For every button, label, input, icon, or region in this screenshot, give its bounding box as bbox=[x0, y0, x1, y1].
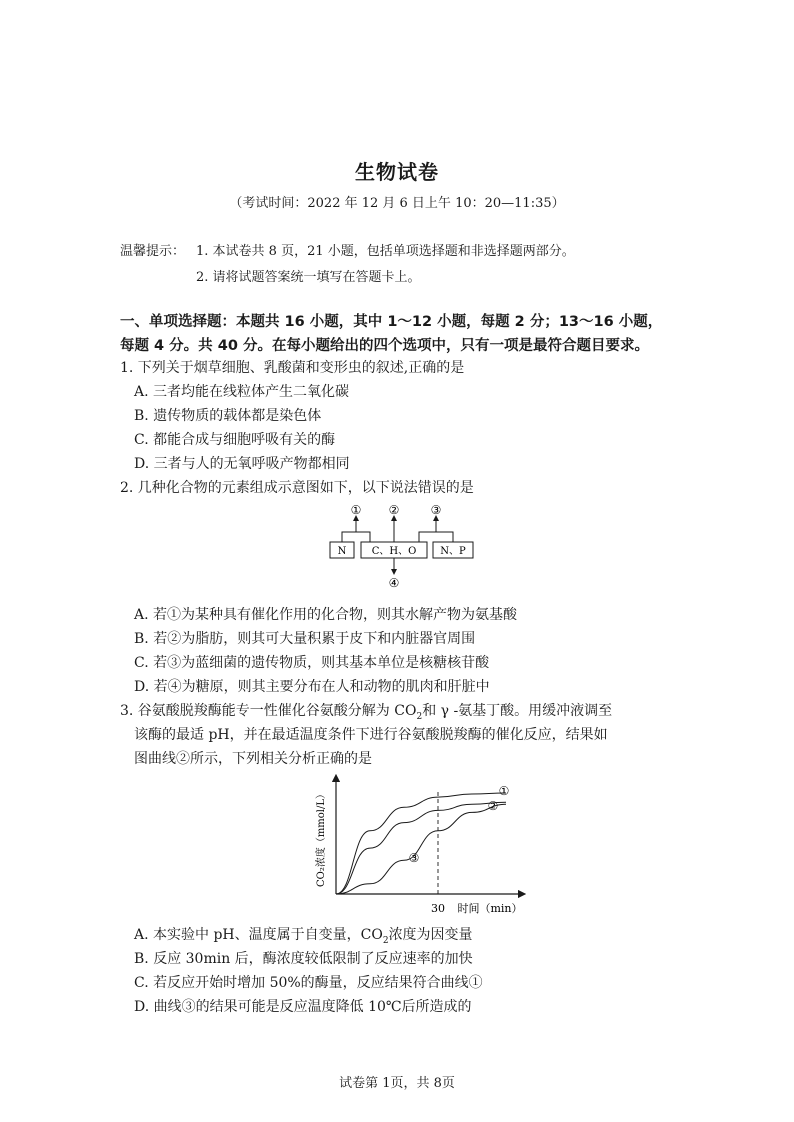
q2-option-c: C. 若③为蓝细菌的遗传物质，则其基本单位是核糖核苷酸 bbox=[134, 655, 490, 671]
x-axis-label: 时间（min） bbox=[457, 902, 523, 915]
x-tick-30: 30 bbox=[431, 902, 445, 915]
q2-option-b: B. 若②为脂肪，则其可大量积累于皮下和内脏器官周围 bbox=[134, 631, 476, 647]
q2-stem: 2. 几种化合物的元素组成示意图如下，以下说法错误的是 bbox=[120, 480, 474, 496]
q3-option-b: B. 反应 30min 后，酶浓度较低限制了反应速率的加快 bbox=[134, 951, 473, 967]
section-heading-line2: 每题 4 分。共 40 分。在每小题给出的四个选项中，只有一项是最符合题目要求。 bbox=[120, 338, 649, 354]
q3-option-a: A. 本实验中 pH、温度属于自变量，$CO_2$浓度为因变量 bbox=[134, 927, 473, 946]
q3-option-c: C. 若反应开始时增加 50%的酶量，反应结果符合曲线① bbox=[134, 975, 483, 991]
exam-time: （考试时间：2022 年 12 月 6 日上午 10：20—11:35） bbox=[229, 196, 565, 211]
label-2: ② bbox=[388, 503, 400, 517]
curve-1 bbox=[336, 793, 506, 894]
q2-option-d: D. 若④为糖原，则其主要分布在人和动物的肌肉和肝脏中 bbox=[134, 679, 490, 695]
q1-option-d: D. 三者与人的无氧呼吸产物都相同 bbox=[134, 456, 350, 472]
notice-item-1: 1. 本试卷共 8 页，21 小题，包括单项选择题和非选择题两部分。 bbox=[196, 244, 575, 259]
co2-concentration-chart bbox=[300, 772, 540, 922]
notice-label: 温馨提示： bbox=[120, 244, 186, 259]
q3-stem-line1: 3. 谷氨酸脱羧酶能专一性催化谷氨酸分解为 $CO_2$和 γ -氨基丁酸。用缓冲液调至 bbox=[120, 703, 613, 722]
q1-option-c: C. 都能合成与细胞呼吸有关的酶 bbox=[134, 432, 336, 448]
section-heading-line1: 一、单项选择题：本题共 16 小题，其中 1～12 小题，每题 2 分；13～16 小题， bbox=[120, 314, 663, 330]
q3-option-d: D. 曲线③的结果可能是反应温度降低 10℃后所造成的 bbox=[134, 999, 472, 1015]
box-n-label: N bbox=[337, 546, 347, 557]
label-3: ③ bbox=[430, 503, 442, 517]
q1-stem: 1. 下列关于烟草细胞、乳酸菌和变形虫的叙述,正确的是 bbox=[120, 360, 465, 376]
page-title: 生物试卷 bbox=[355, 160, 439, 184]
q1-option-b: B. 遗传物质的载体都是染色体 bbox=[134, 408, 322, 424]
y-axis-label: CO₂浓度（mmol/L） bbox=[316, 788, 327, 888]
label-1: ① bbox=[350, 503, 362, 517]
curve-label-2: ② bbox=[487, 799, 499, 813]
q2-option-a: A. 若①为某种具有催化作用的化合物，则其水解产物为氨基酸 bbox=[134, 607, 518, 623]
box-cho-label: C、H、O bbox=[371, 546, 417, 557]
q1-option-a: A. 三者均能在线粒体产生二氧化碳 bbox=[134, 384, 350, 400]
notice-item-2: 2. 请将试题答案统一填写在答题卡上。 bbox=[196, 270, 421, 285]
curves-group bbox=[336, 793, 506, 894]
curve-3 bbox=[336, 804, 506, 894]
q3-stem-line2: 该酶的最适 pH，并在最适温度条件下进行谷氨酸脱羧酶的催化反应，结果如 bbox=[134, 727, 608, 743]
label-4: ④ bbox=[388, 576, 400, 590]
curve-label-3: ③ bbox=[408, 851, 420, 865]
element-composition-diagram bbox=[320, 500, 480, 590]
box-np-label: N、P bbox=[440, 546, 466, 557]
q3-stem-line3: 图曲线②所示，下列相关分析正确的是 bbox=[134, 751, 372, 767]
curve-label-1: ① bbox=[498, 784, 510, 798]
page-footer: 试卷第 1页，共 8页 bbox=[339, 1076, 455, 1091]
curve-2 bbox=[336, 802, 506, 894]
